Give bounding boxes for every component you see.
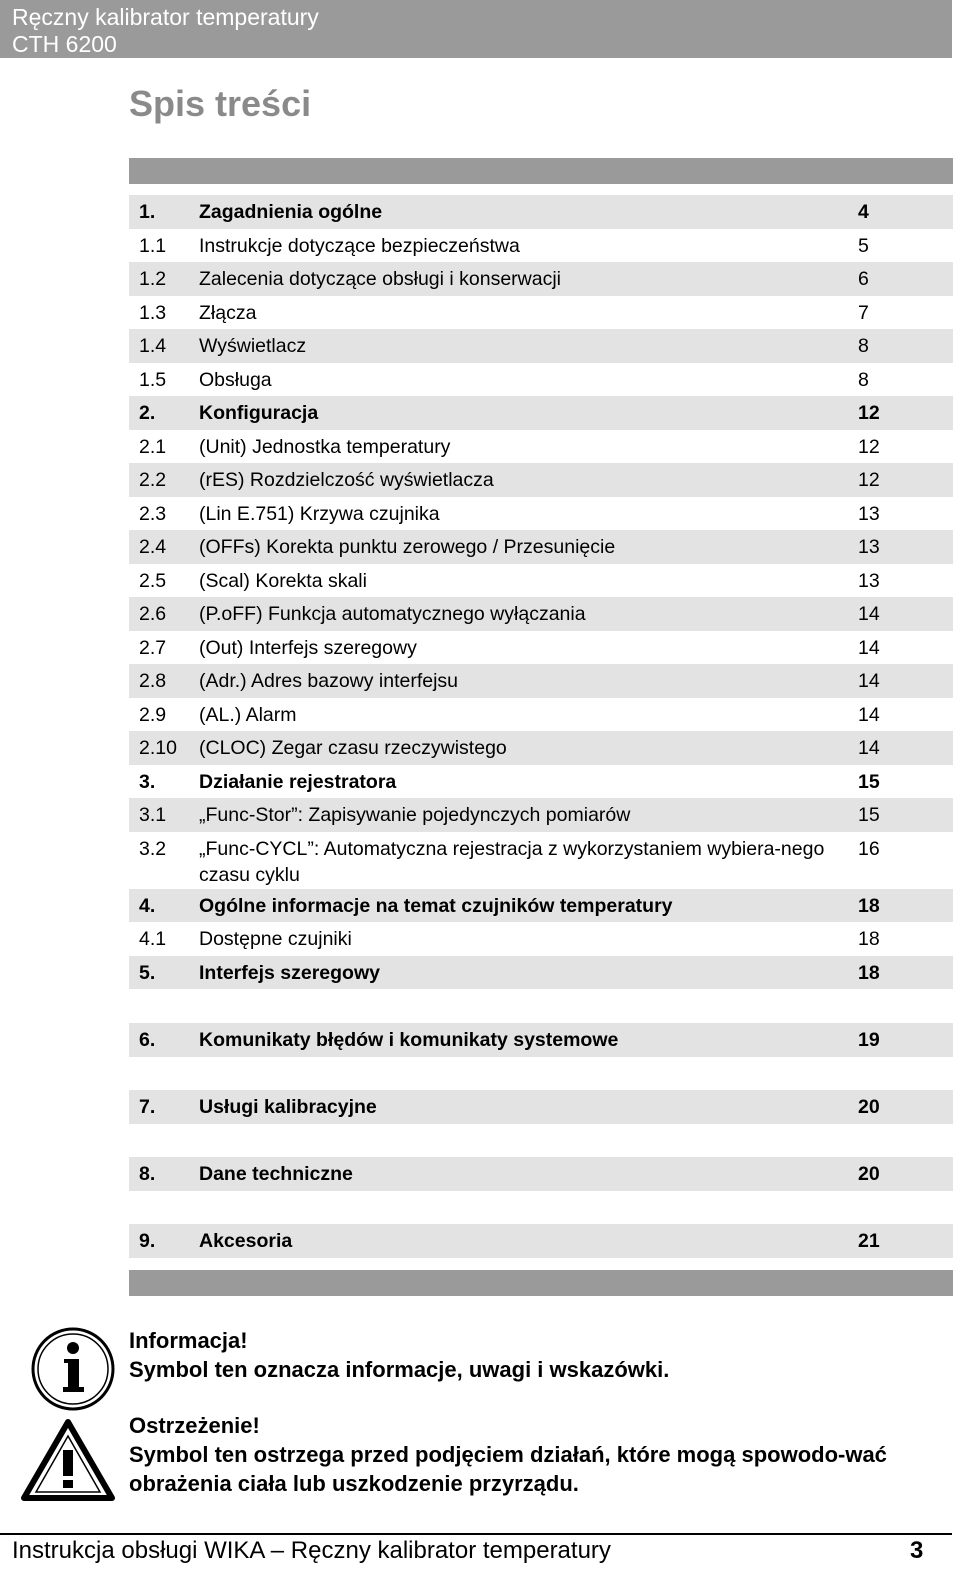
toc-entry-title: „Func-Stor”: Zapisywanie pojedynczych pomiarów — [199, 804, 631, 826]
toc-section-7 — [129, 1090, 953, 1124]
toc-entry-page: 12 — [858, 402, 880, 424]
toc-section-8 — [129, 1157, 953, 1191]
toc-entry — [129, 731, 953, 765]
toc-entry-page: 15 — [858, 770, 880, 793]
toc-entry-number: 2.1 — [139, 435, 167, 458]
toc-entry — [129, 889, 953, 923]
toc-entry — [129, 530, 953, 564]
toc-entry — [129, 664, 953, 698]
toc-entry-page: 14 — [858, 670, 880, 692]
toc-entry — [129, 363, 953, 397]
toc-entry-number: 4.1 — [139, 928, 167, 950]
toc-entry-number: 2.2 — [139, 469, 167, 491]
toc-entry — [129, 463, 953, 497]
toc-entry-title: Konfiguracja — [199, 402, 319, 424]
info-icon — [30, 1326, 116, 1417]
toc-entry-number: 3.2 — [139, 837, 167, 860]
toc-entry-page: 12 — [858, 469, 880, 491]
toc-entry-page: 5 — [858, 234, 869, 257]
toc-entry-page: 14 — [858, 703, 880, 726]
toc-bottom-bar — [129, 1270, 953, 1296]
toc-entry-title: Ogólne informacje na temat czujników temperatury — [199, 894, 673, 917]
toc-entry — [129, 597, 953, 631]
toc-entry-title: „Func-CYCL”: Automatyczna rejestracja z wykorzystaniem wybiera-nego czasu cyklu — [199, 837, 825, 886]
toc-entry-title: Obsługa — [199, 368, 272, 391]
toc-entry-number: 1.5 — [139, 368, 167, 391]
toc-entry-title: Zagadnienia ogólne — [199, 201, 383, 223]
toc-entry — [129, 262, 953, 296]
toc-entry-number: 9. — [139, 1230, 156, 1252]
toc-entry-number: 2.7 — [139, 636, 167, 659]
footer-text: Instrukcja obsługi WIKA – Ręczny kalibrator temperatury — [12, 1537, 611, 1564]
toc-entry-number: 3.1 — [139, 804, 167, 826]
warning-heading: Ostrzeżenie! — [129, 1413, 260, 1438]
toc-entry-page: 4 — [858, 201, 869, 223]
toc-entry — [129, 229, 953, 263]
toc-entry-title: (Unit) Jednostka temperatury — [199, 435, 451, 458]
toc-entry-title: (Scal) Korekta skali — [199, 569, 367, 592]
toc-entry-number: 2.5 — [139, 569, 167, 592]
warning-icon — [20, 1418, 116, 1507]
toc-entry-title: (OFFs) Korekta punktu zerowego / Przesunięcie — [199, 536, 616, 558]
toc-entry-page: 6 — [858, 268, 869, 290]
toc-entry — [129, 329, 953, 363]
toc-entry-page: 19 — [858, 1029, 880, 1051]
toc-entry — [129, 956, 953, 990]
header-title: Ręczny kalibrator temperatury — [12, 4, 319, 30]
toc-entry-number: 8. — [139, 1163, 156, 1185]
toc-entry — [129, 1157, 953, 1191]
toc-entry-number: 2.3 — [139, 502, 167, 525]
toc-entry — [129, 922, 953, 956]
toc-section-6 — [129, 1023, 953, 1057]
document-header — [0, 0, 952, 58]
toc-entry-number: 1.4 — [139, 335, 167, 357]
toc-entry — [129, 798, 953, 832]
page-title: Spis treści — [129, 83, 312, 124]
toc-entry-title: (CLOC) Zegar czasu rzeczywistego — [199, 737, 507, 759]
footer-divider — [0, 1533, 952, 1535]
toc-entry-page: 18 — [858, 894, 880, 917]
toc-entry-number: 2. — [139, 402, 156, 424]
toc-entry-title: (Out) Interfejs szeregowy — [199, 636, 417, 659]
toc-entry-title: Akcesoria — [199, 1230, 293, 1252]
toc-entry-page: 14 — [858, 603, 880, 625]
toc-entry-page: 12 — [858, 435, 880, 458]
header-model: CTH 6200 — [12, 31, 117, 57]
toc-entry-number: 5. — [139, 961, 156, 984]
toc-entry-title: Komunikaty błędów i komunikaty systemowe — [199, 1029, 619, 1051]
toc-entry-title: Zalecenia dotyczące obsługi i konserwacji — [199, 268, 562, 290]
toc-entry-page: 13 — [858, 569, 880, 592]
toc-entry — [129, 497, 953, 531]
toc-entry-page: 18 — [858, 961, 880, 984]
toc-entry — [129, 631, 953, 665]
toc-entry-page: 13 — [858, 536, 880, 558]
toc-entry-number: 2.4 — [139, 536, 167, 558]
toc-entry-number: 1. — [139, 201, 156, 223]
toc-entry — [129, 1224, 953, 1258]
toc-entry — [129, 296, 953, 330]
toc-entry-number: 2.6 — [139, 603, 167, 625]
toc-entry-page: 13 — [858, 502, 880, 525]
page-number: 3 — [910, 1537, 924, 1564]
toc-entry-title: Działanie rejestratora — [199, 770, 397, 793]
toc-entry — [129, 564, 953, 598]
toc-entry-title: Usługi kalibracyjne — [199, 1096, 377, 1118]
toc-entry-title: Dostępne czujniki — [199, 928, 352, 950]
toc-entry-number: 2.8 — [139, 670, 167, 692]
toc-entry — [129, 1023, 953, 1057]
toc-entry — [129, 195, 953, 229]
toc-entry — [129, 430, 953, 464]
toc-entry-title: Wyświetlacz — [199, 335, 307, 357]
toc-entry-page: 21 — [858, 1230, 880, 1252]
toc-entry — [129, 698, 953, 732]
toc-entry — [129, 396, 953, 430]
toc-entry — [129, 1090, 953, 1124]
toc-entry-page: 8 — [858, 335, 869, 357]
toc-top-bar — [129, 158, 953, 184]
toc-section-9 — [129, 1224, 953, 1258]
toc-entry-page: 14 — [858, 636, 880, 659]
toc-entry-page: 14 — [858, 737, 880, 759]
warning-text: Symbol ten ostrzega przed podjęciem działań, które mogą spowodo-wać obrażenia ciała lub uszkodzenie przyrządu. — [129, 1442, 887, 1496]
toc-entry-page: 7 — [858, 301, 869, 324]
toc-entry-number: 2.10 — [139, 737, 177, 759]
toc-entry-number: 2.9 — [139, 703, 167, 726]
toc-entry-page: 18 — [858, 928, 880, 950]
toc-entry-number: 1.3 — [139, 301, 167, 324]
toc-entry-title: (P.oFF) Funkcja automatycznego wyłączania — [199, 603, 586, 625]
toc-entry-page: 16 — [858, 837, 880, 860]
table-of-contents — [129, 195, 953, 989]
toc-entry-page: 20 — [858, 1163, 880, 1185]
toc-entry-title: Instrukcje dotyczące bezpieczeństwa — [199, 234, 520, 257]
info-text: Symbol ten oznacza informacje, uwagi i wskazówki. — [129, 1357, 670, 1382]
info-heading: Informacja! — [129, 1328, 248, 1353]
toc-entry-title: (Adr.) Adres bazowy interfejsu — [199, 670, 459, 692]
toc-entry-title: (Lin E.751) Krzywa czujnika — [199, 502, 440, 525]
toc-entry-number: 6. — [139, 1029, 156, 1051]
toc-entry-title: (AL.) Alarm — [199, 703, 297, 726]
toc-entry-title: Dane techniczne — [199, 1163, 353, 1185]
toc-entry-number: 1.1 — [139, 234, 167, 257]
toc-entry-number: 3. — [139, 770, 156, 793]
toc-entry — [129, 765, 953, 799]
toc-entry-page: 15 — [858, 804, 880, 826]
toc-entry-number: 7. — [139, 1096, 156, 1118]
warning-note — [129, 1411, 949, 1498]
toc-entry-number: 4. — [139, 894, 156, 917]
info-note — [129, 1326, 949, 1384]
toc-entry-title: (rES) Rozdzielczość wyświetlacza — [199, 469, 494, 491]
toc-entry-number: 1.2 — [139, 268, 167, 290]
toc-entry-page: 20 — [858, 1096, 880, 1118]
toc-entry — [129, 832, 953, 889]
toc-entry-page: 8 — [858, 368, 869, 391]
toc-entry-title: Złącza — [199, 301, 257, 324]
toc-entry-title: Interfejs szeregowy — [199, 961, 380, 984]
